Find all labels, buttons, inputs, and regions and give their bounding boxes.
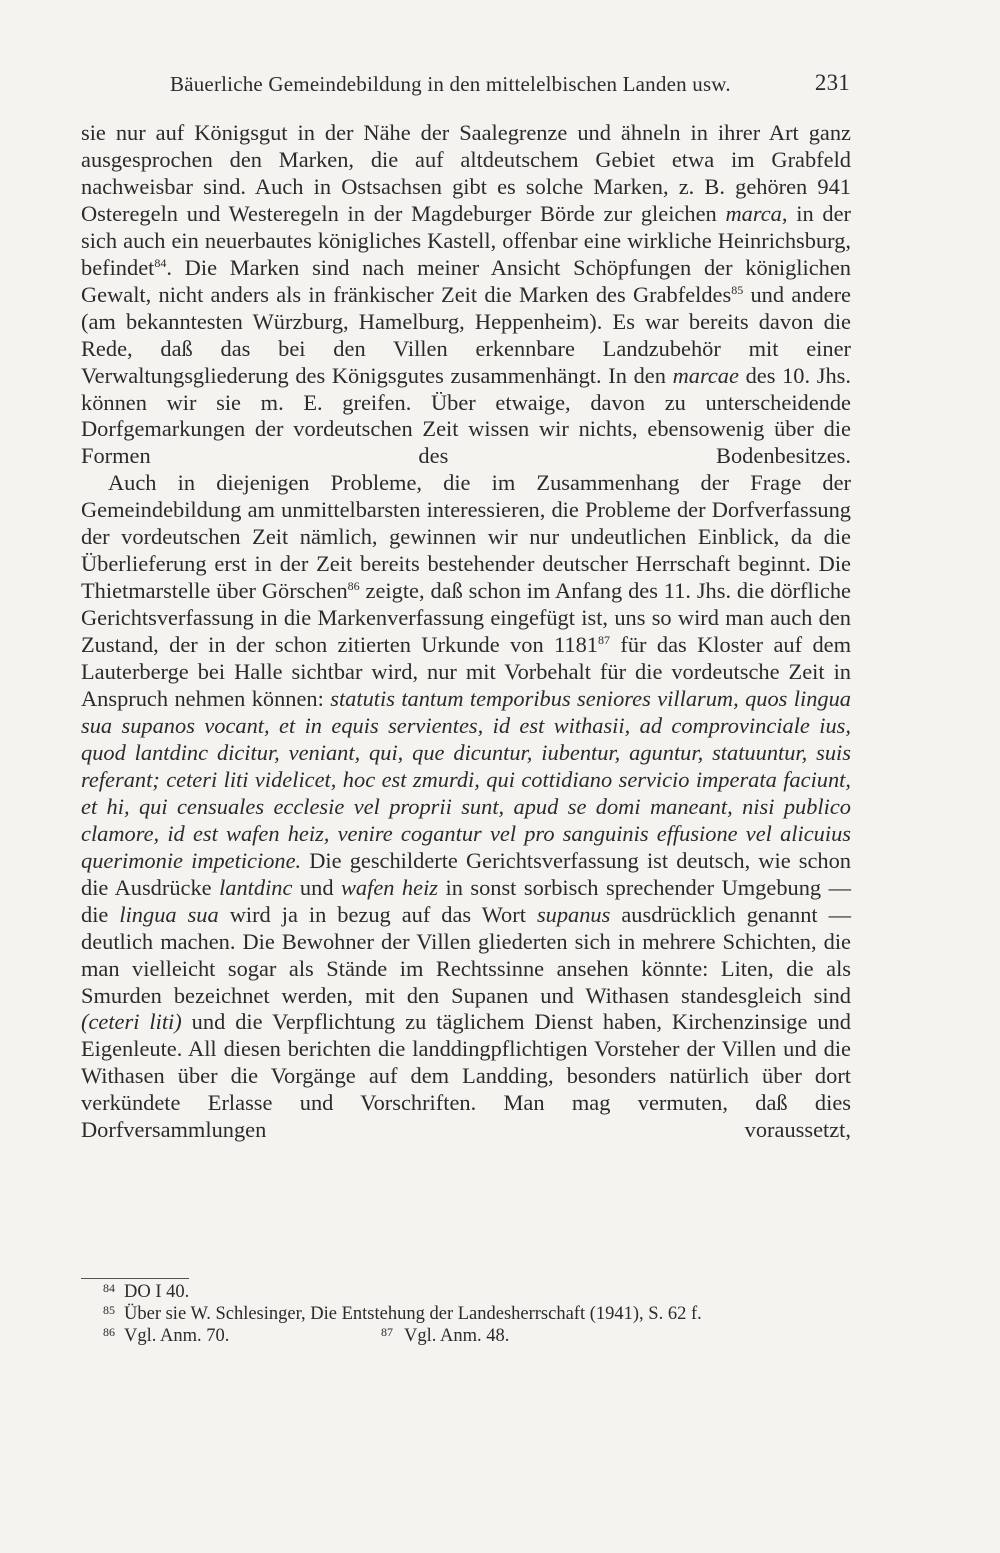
footnote-mark: 84 xyxy=(103,1281,115,1295)
footnote-84 xyxy=(81,1281,851,1303)
italic-term: lingua sua xyxy=(119,901,219,927)
text-run: Die geschilderte Gerichtsverfassung ist deutsch, wie schon die Ausdrücke xyxy=(81,847,851,900)
footnote-85 xyxy=(81,1303,851,1325)
footnote-text: Über sie W. Schlesinger, Die Entstehung der Landesherrschaft (1941), S. 62 f. xyxy=(124,1304,702,1324)
footnote-text: Vgl. Anm. 70. xyxy=(124,1326,230,1346)
footnotes xyxy=(81,1281,851,1347)
footnote-86-87 xyxy=(81,1325,851,1347)
footnote-separator xyxy=(81,1278,189,1279)
italic-term: marca, xyxy=(725,200,788,226)
text-run: und andere (am bekanntesten Würzburg, Hamelburg, Heppenheim). Es war bereits davon die Rede, daß das bei den Villen erkennbare Landzubehör mit einer Verwaltungsgliederung des Königsgutes zusammenhängt. In den xyxy=(81,281,851,388)
running-head xyxy=(170,72,850,102)
footnote-ref-86[interactable]: 86 xyxy=(347,579,360,594)
text-run: und xyxy=(299,874,334,900)
footnote-mark: 86 xyxy=(103,1325,115,1339)
footnote-ref-87[interactable]: 87 xyxy=(597,633,610,648)
running-head-title: Bäuerliche Gemeindebildung in den mittelelbischen Landen usw. xyxy=(170,72,731,96)
paragraph-2 xyxy=(81,470,851,1144)
footnote-mark: 87 xyxy=(381,1325,393,1339)
footnote-text: Vgl. Anm. 48. xyxy=(404,1326,510,1346)
text-run: und die Verpflichtung zu täglichem Dienst haben, Kirchenzinsige und Eigenleute. All diesen berichten die landdingpflichtigen Vorsteher der Villen und die Withasen über die Vorgänge auf dem Landding, besonders natürlich über dort verkündete Erlasse und Vorschriften. Man mag vermuten, daß dies Dorfversammlungen voraussetzt, xyxy=(81,1009,851,1143)
text-run: in sonst sorbisch sprechender Umgebung — die xyxy=(81,874,851,927)
italic-term: lantdinc xyxy=(219,874,293,900)
page-number: 231 xyxy=(814,70,850,95)
body-text xyxy=(81,120,851,1144)
italic-term: marcae xyxy=(672,362,739,388)
footnote-mark: 85 xyxy=(103,1303,115,1317)
text-run: sie nur auf Königsgut in der Nähe der Saalegrenze und ähneln in ihrer Art ganz ausgesprochen den Marken, die auf altdeutschem Gebiet etwa im Grabfeld nachweisbar sind. Auch in Ostsachsen gibt es solche Marken, z. B. gehören 941 Osteregeln und Westeregeln in der Magdeburger Börde zur gleichen xyxy=(81,120,851,226)
paragraph-1 xyxy=(81,120,851,470)
text-run: . Die Marken sind nach meiner Ansicht Schöpfungen der königlichen Gewalt, nicht anders als in fränkischer Zeit die Marken des Grabfeldes xyxy=(81,254,851,307)
text-run: Auch in diejenigen Probleme, die im Zusammenhang der Frage der Gemeindebildung am unmittelbarsten interessieren, die Probleme der Dorfverfassung der vordeutschen Zeit nämlich, gewinnen wir nur undeutlichen Einblick, da die Überlieferung erst in der Zeit bereits bestehender deutscher Herrschaft beginnt. Die Thietmarstelle über Görschen xyxy=(81,470,851,604)
text-run: wird ja in bezug auf das Wort xyxy=(229,901,526,927)
text-run: des 10. Jhs. können wir sie m. E. greifen. Über etwaige, davon zu unterscheidende Dorfgemarkungen der vordeutschen Zeit wissen wir nichts, ebensowenig über die Formen des Bodenbesitzes. xyxy=(81,362,851,469)
footnote-ref-84[interactable]: 84 xyxy=(154,255,167,270)
text-run: in der sich auch ein neuerbautes königliches Kastell, offenbar eine wirkliche Heinrichsburg, befindet xyxy=(81,200,851,280)
italic-term: supanus xyxy=(536,901,611,927)
latin-quotation: statutis tantum temporibus seniores villarum, quos lingua sua supanos vocant, et in equis servientes, id est withasii, ad comprovinciale ius, quod lantdinc dicitur, veniant, qui, que dicuntur, iubentur, aguntur, statuuntur, suis referant; ceteri liti videlicet, hoc est zmurdi, qui cottidiano servicio imperata faciunt, et hi, qui censuales ecclesie vel proprii sunt, apud se domi maneant, nisi publico clamore, id est wafen heiz, venire cogantur vel pro sanguinis effusione vel alicuius querimonie impeticione. xyxy=(81,686,851,873)
footnote-text: DO I 40. xyxy=(124,1282,190,1302)
italic-term: (ceteri liti) xyxy=(81,1009,182,1035)
text-run: zeigte, daß schon im Anfang des 11. Jhs. die dörfliche Gerichtsverfassung in die Markenverfassung eingefügt ist, uns so wird man auch den Zustand, der in der schon zitierten Urkunde von 1181 xyxy=(81,578,851,658)
text-run: für das Kloster auf dem Lauterberge bei Halle sichtbar wird, nur mit Vorbehalt für die vordeutsche Zeit in Anspruch nehmen können: xyxy=(81,632,851,712)
text-run: ausdrücklich genannt — deutlich machen. Die Bewohner der Villen gliederten sich in mehrere Schichten, die man vielleicht sogar als Stände im Rechtssinne ansehen könnte: Liten, die als Smurden bezeichnet werden, mit den Supanen und Withasen standesgleich sind xyxy=(81,901,851,1008)
italic-term: wafen heiz xyxy=(340,874,439,900)
footnote-ref-85[interactable]: 85 xyxy=(731,282,744,297)
